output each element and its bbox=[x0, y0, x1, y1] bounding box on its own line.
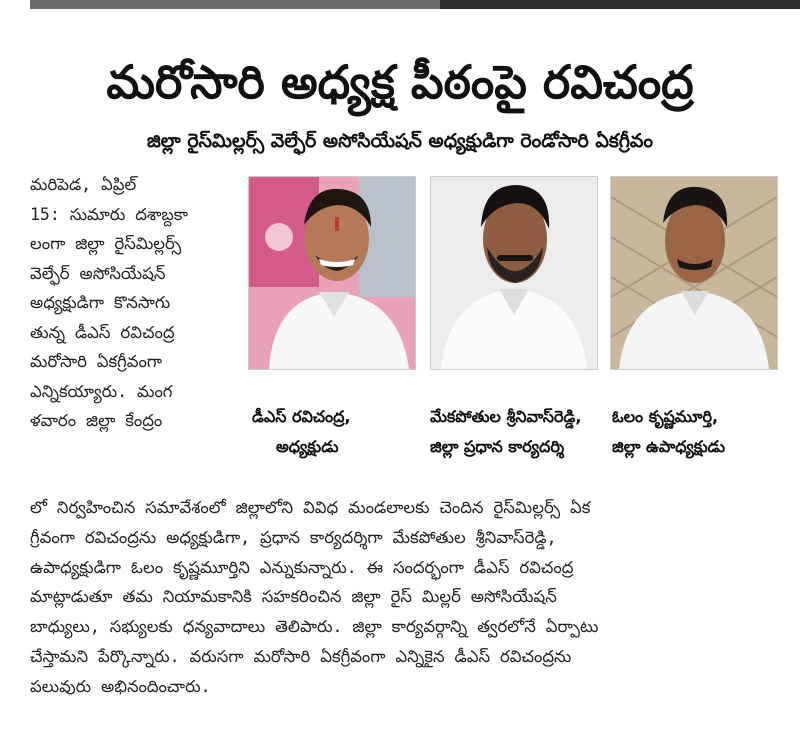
photo-caption bbox=[252, 402, 422, 462]
photo-row bbox=[248, 176, 776, 368]
text-line: మరిపెడ, ఏప్రిల్ bbox=[30, 175, 137, 194]
text-line: లంగా జిల్లా రైస్‌మిల్లర్స్ bbox=[30, 234, 182, 253]
text-line: తున్న డీఎస్ రవిచంద్ర bbox=[30, 322, 175, 342]
text-line: ఎన్నికయ్యారు. మంగ bbox=[30, 381, 173, 401]
caption-role: అధ్యక్షుడు bbox=[276, 437, 339, 456]
text-line: ఉపాధ్యక్షుడిగా ఓలం కృష్ణమూర్తిని ఎన్నుకున్నారు. ఈ సందర్భంగా డీఎస్ రవిచంద్ర bbox=[30, 557, 574, 577]
caption-role: జిల్లా ఉపాధ్యక్షుడు bbox=[612, 437, 726, 456]
text-line: చేస్తామని పేర్కొన్నారు. వరుసగా మరోసారి ఏకగ్రీవంగా ఎన్నికైన డీఎస్ రవిచంద్రను bbox=[30, 646, 572, 666]
lead-paragraph bbox=[30, 170, 236, 436]
headline: మరోసారి అధ్యక్ష పీఠంపై రవిచంద్ర bbox=[106, 55, 694, 109]
photo-caption bbox=[612, 402, 788, 462]
subheadline: జిల్లా రైస్‌మిల్లర్స్ వెల్ఫేర్ అసోసియేషన్ అధ్యక్షుడిగా రెండోసారి ఏకగ్రీవం bbox=[146, 130, 654, 152]
portrait-photo-ravichandra bbox=[248, 176, 416, 370]
text-line: వెల్ఫేర్ అసోసియేషన్ bbox=[30, 263, 166, 283]
text-line: అధ్యక్షుడిగా కొనసాగు bbox=[30, 293, 171, 312]
top-rule bbox=[0, 0, 800, 9]
text-line: లో నిర్వహించిన సమావేశంలో జిల్లాలోని వివిధ మండలాలకు చెందిన రైస్‌మిల్లర్స్ ఏక bbox=[30, 498, 591, 517]
portrait-photo-srinivasreddy bbox=[430, 176, 598, 370]
caption-name: ఓలం కృష్ణమూర్తి, bbox=[612, 407, 719, 426]
text-line: మాట్లాడుతూ తమ నియామకానికి సహకరించిన జిల్లా రైస్ మిల్లర్ అసోసియేషన్ bbox=[30, 587, 557, 607]
caption-role: జిల్లా ప్రధాన కార్యదర్శి bbox=[430, 437, 565, 456]
text-line: 15: సుమారు దశాబ్దకా bbox=[30, 204, 189, 224]
caption-name: డీఎస్ రవిచంద్ర, bbox=[252, 407, 351, 426]
text-line: బాధ్యులు, సభ్యులకు ధన్యవాదాలు తెలిపారు. జిల్లా కార్యవర్గాన్ని త్వరలోనే ఏర్పాటు bbox=[30, 617, 599, 637]
body-paragraph bbox=[30, 493, 778, 702]
photo-caption bbox=[430, 402, 610, 462]
caption-name: మేకపోతుల శ్రీనివాస్‌రెడ్డి, bbox=[430, 407, 582, 426]
text-line: ళవారం జిల్లా కేంద్రం bbox=[30, 411, 163, 430]
portrait-photo-krishnamurthy bbox=[610, 176, 778, 370]
text-line: పలువురు అభినందించారు. bbox=[30, 676, 211, 696]
text-line: గ్రీవంగా రవిచంద్రను అధ్యక్షుడిగా, ప్రధాన కార్యదర్శిగా మేకపోతుల శ్రీనివాస్‌రెడ్డి, bbox=[30, 527, 557, 547]
text-line: మరోసారి ఏకగ్రీవంగా bbox=[30, 352, 163, 371]
